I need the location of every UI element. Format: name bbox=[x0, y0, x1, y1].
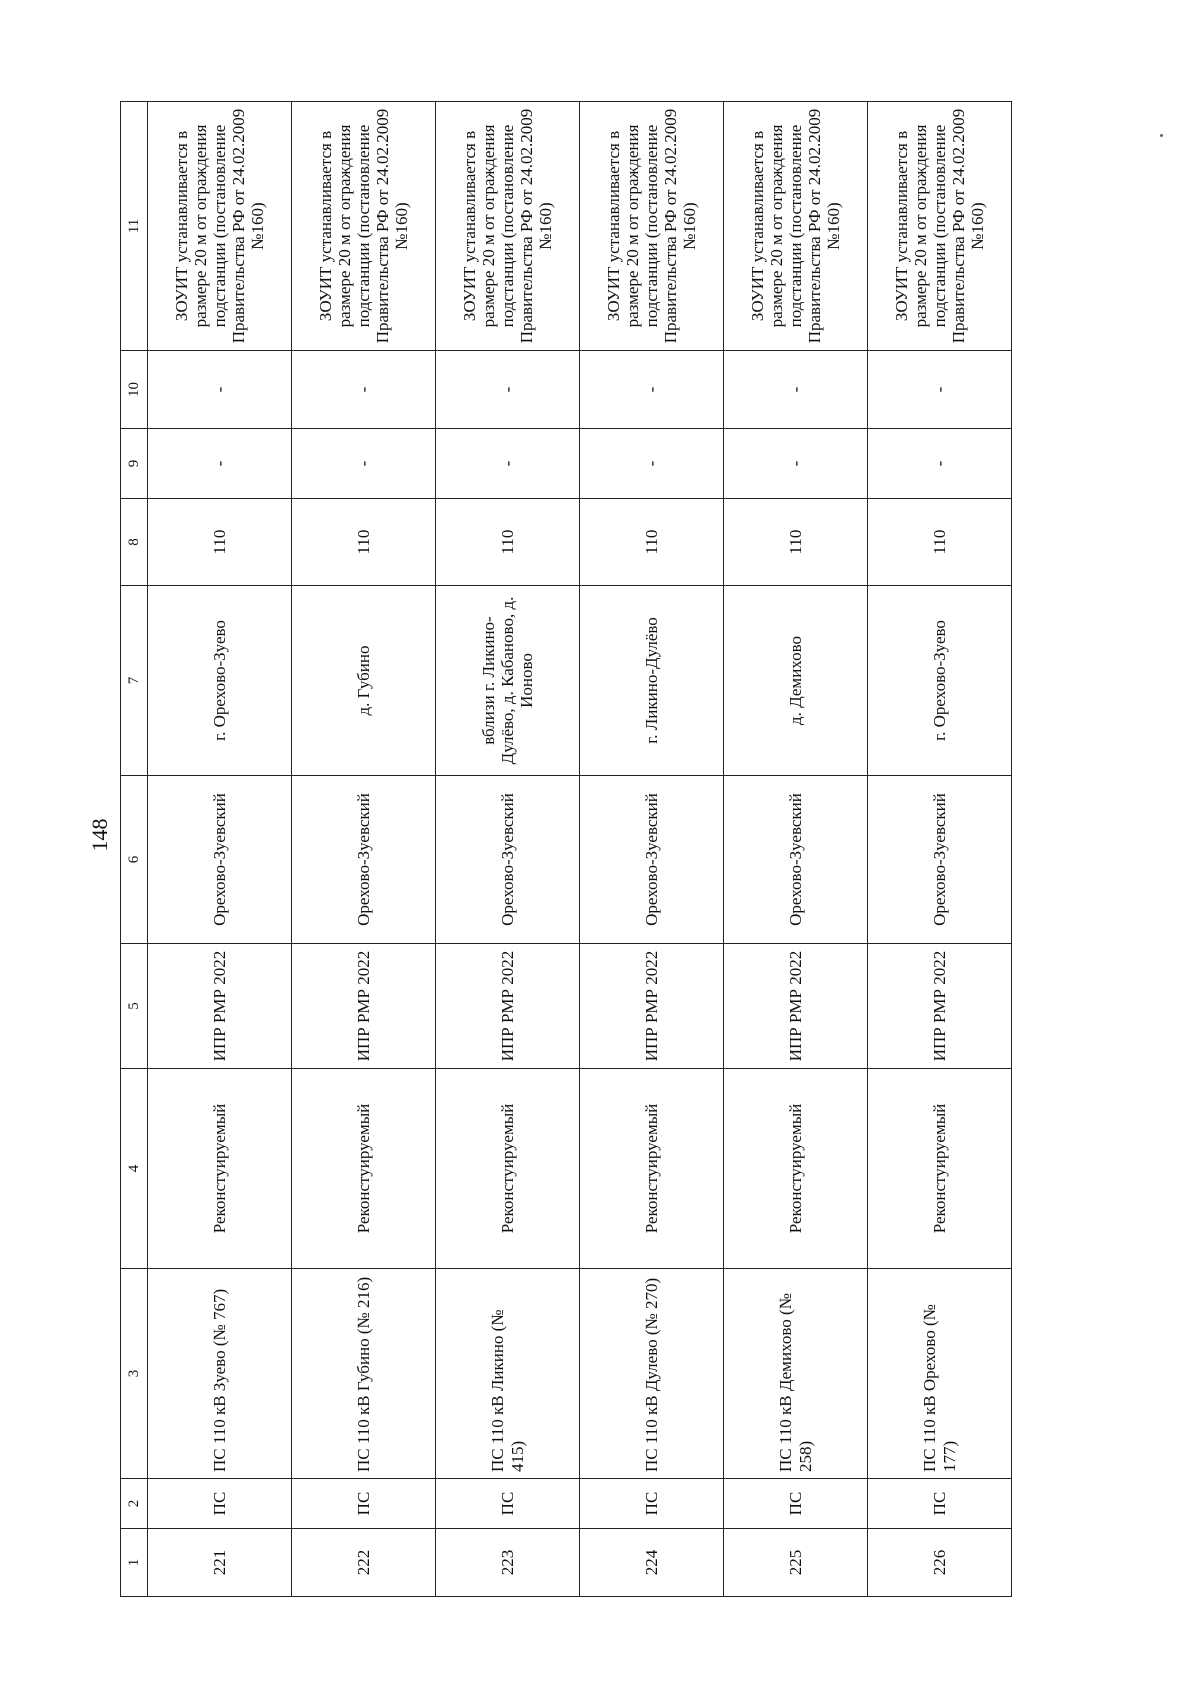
cell-type: ПС bbox=[436, 1479, 580, 1529]
header-cell-status: 4 bbox=[121, 1069, 148, 1269]
cell-number: 222 bbox=[292, 1529, 436, 1597]
cell-status: Реконстуируемый bbox=[724, 1069, 868, 1269]
cell-district: Орехово-Зуевский bbox=[436, 776, 580, 944]
cell-zone-note: ЗОУИТ устанавливается в размере 20 м от ограждения подстанции (постановление Правительства РФ от 24.02.2009 №160) bbox=[580, 102, 724, 351]
cell-source: ИПР РМР 2022 bbox=[292, 944, 436, 1069]
cell-col-10: - bbox=[148, 351, 292, 429]
cell-zone-note: ЗОУИТ устанавливается в размере 20 м от ограждения подстанции (постановление Правительства РФ от 24.02.2009 №160) bbox=[292, 102, 436, 351]
table-row bbox=[148, 102, 292, 1597]
cell-number: 225 bbox=[724, 1529, 868, 1597]
cell-source: ИПР РМР 2022 bbox=[436, 944, 580, 1069]
scan-speck bbox=[1160, 134, 1163, 137]
cell-status: Реконстуируемый bbox=[580, 1069, 724, 1269]
cell-zone-note: ЗОУИТ устанавливается в размере 20 м от ограждения подстанции (постановление Правительства РФ от 24.02.2009 №160) bbox=[436, 102, 580, 351]
cell-col-9: - bbox=[148, 429, 292, 499]
cell-location: д. Губино bbox=[292, 586, 436, 776]
header-cell-col-9: 9 bbox=[121, 429, 148, 499]
cell-source: ИПР РМР 2022 bbox=[580, 944, 724, 1069]
header-cell-name: 3 bbox=[121, 1269, 148, 1479]
cell-zone-note: ЗОУИТ устанавливается в размере 20 м от ограждения подстанции (постановление Правительства РФ от 24.02.2009 №160) bbox=[148, 102, 292, 351]
cell-voltage: 110 bbox=[148, 499, 292, 586]
cell-number: 223 bbox=[436, 1529, 580, 1597]
cell-district: Орехово-Зуевский bbox=[148, 776, 292, 944]
cell-name: ПС 110 кВ Дулево (№ 270) bbox=[580, 1269, 724, 1479]
cell-col-10: - bbox=[724, 351, 868, 429]
cell-name: ПС 110 кВ Демихово (№ 258) bbox=[724, 1269, 868, 1479]
cell-number: 221 bbox=[148, 1529, 292, 1597]
cell-location: г. Орехово-Зуево bbox=[148, 586, 292, 776]
cell-district: Орехово-Зуевский bbox=[724, 776, 868, 944]
cell-col-10: - bbox=[868, 351, 1012, 429]
table-body bbox=[121, 102, 1012, 1597]
cell-zone-note: ЗОУИТ устанавливается в размере 20 м от ограждения подстанции (постановление Правительства РФ от 24.02.2009 №160) bbox=[868, 102, 1012, 351]
cell-col-10: - bbox=[580, 351, 724, 429]
cell-source: ИПР РМР 2022 bbox=[148, 944, 292, 1069]
header-cell-col-10: 10 bbox=[121, 351, 148, 429]
cell-number: 226 bbox=[868, 1529, 1012, 1597]
cell-status: Реконстуируемый bbox=[436, 1069, 580, 1269]
cell-zone-note: ЗОУИТ устанавливается в размере 20 м от ограждения подстанции (постановление Правительства РФ от 24.02.2009 №160) bbox=[724, 102, 868, 351]
header-cell-voltage: 8 bbox=[121, 499, 148, 586]
cell-col-9: - bbox=[724, 429, 868, 499]
cell-col-10: - bbox=[436, 351, 580, 429]
cell-status: Реконстуируемый bbox=[148, 1069, 292, 1269]
cell-location: вблизи г. Ликино-Дулёво, д. Кабаново, д. Ионово bbox=[436, 586, 580, 776]
table-row bbox=[724, 102, 868, 1597]
table-row bbox=[292, 102, 436, 1597]
cell-district: Орехово-Зуевский bbox=[868, 776, 1012, 944]
header-cell-type: 2 bbox=[121, 1479, 148, 1529]
table-container bbox=[120, 102, 1000, 1597]
cell-source: ИПР РМР 2022 bbox=[868, 944, 1012, 1069]
cell-type: ПС bbox=[292, 1479, 436, 1529]
cell-status: Реконстуируемый bbox=[868, 1069, 1012, 1269]
cell-col-9: - bbox=[436, 429, 580, 499]
table-row bbox=[436, 102, 580, 1597]
cell-type: ПС bbox=[868, 1479, 1012, 1529]
cell-voltage: 110 bbox=[436, 499, 580, 586]
cell-location: д. Демихово bbox=[724, 586, 868, 776]
cell-type: ПС bbox=[724, 1479, 868, 1529]
cell-col-9: - bbox=[292, 429, 436, 499]
cell-name: ПС 110 кВ Орехово (№ 177) bbox=[868, 1269, 1012, 1479]
cell-name: ПС 110 кВ Ликино (№ 415) bbox=[436, 1269, 580, 1479]
cell-district: Орехово-Зуевский bbox=[580, 776, 724, 944]
cell-source: ИПР РМР 2022 bbox=[724, 944, 868, 1069]
cell-voltage: 110 bbox=[292, 499, 436, 586]
cell-number: 224 bbox=[580, 1529, 724, 1597]
cell-col-10: - bbox=[292, 351, 436, 429]
cell-voltage: 110 bbox=[580, 499, 724, 586]
cell-location: г. Орехово-Зуево bbox=[868, 586, 1012, 776]
cell-col-9: - bbox=[868, 429, 1012, 499]
header-cell-district: 6 bbox=[121, 776, 148, 944]
cell-status: Реконстуируемый bbox=[292, 1069, 436, 1269]
cell-type: ПС bbox=[148, 1479, 292, 1529]
header-cell-number: 1 bbox=[121, 1529, 148, 1597]
cell-voltage: 110 bbox=[868, 499, 1012, 586]
header-row bbox=[121, 102, 148, 1597]
page-number: 148 bbox=[87, 818, 112, 852]
objects-table bbox=[120, 101, 1012, 1597]
table-row bbox=[580, 102, 724, 1597]
header-cell-location: 7 bbox=[121, 586, 148, 776]
cell-district: Орехово-Зуевский bbox=[292, 776, 436, 944]
cell-name: ПС 110 кВ Зуево (№ 767) bbox=[148, 1269, 292, 1479]
cell-name: ПС 110 кВ Губино (№ 216) bbox=[292, 1269, 436, 1479]
header-cell-source: 5 bbox=[121, 944, 148, 1069]
cell-voltage: 110 bbox=[724, 499, 868, 586]
cell-col-9: - bbox=[580, 429, 724, 499]
cell-location: г. Ликино-Дулёво bbox=[580, 586, 724, 776]
cell-type: ПС bbox=[580, 1479, 724, 1529]
header-cell-zone-note: 11 bbox=[121, 102, 148, 351]
table-row bbox=[868, 102, 1012, 1597]
